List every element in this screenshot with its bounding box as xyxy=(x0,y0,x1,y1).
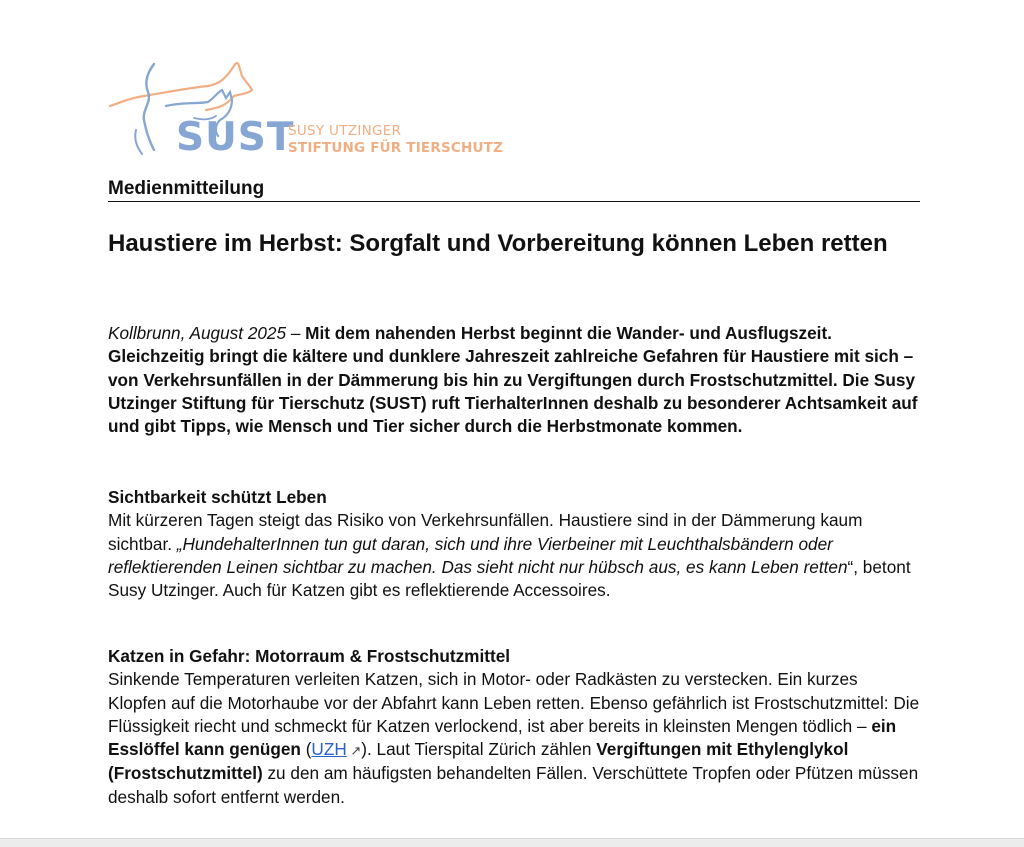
section-body xyxy=(108,509,920,602)
uzh-link[interactable]: UZH xyxy=(311,739,347,760)
external-link-icon: ↗ xyxy=(346,743,362,759)
logo-wordmark: SUST xyxy=(176,115,295,160)
logo-subtitle-name: SUSY UTZINGER xyxy=(288,123,402,139)
lead-paragraph xyxy=(108,322,918,438)
body-text: Sinkende Temperaturen verleiten Katzen, sich in Motor- oder Radkästen zu verstecken. Ein kurzes Klopfen auf die Motorhaube vor der Abfahrt kann Leben retten. Ebenso gefährlich ist Frostschutzmittel: Die Flüssigkeit riecht und schmeckt für Katzen verlockend, ist aber bereits in kleinsten Mengen tödlich – xyxy=(108,669,920,736)
section-label: Medienmitteilung xyxy=(108,177,920,202)
body-text: Mit kürzeren Tagen steigt das Risiko von Verkehrsunfällen. Haustiere sind in der Dämmerung kaum sichtbar. xyxy=(108,510,863,554)
body-text: “, betont Susy Utzinger. Auch für Katzen gibt es reflektierende Accessoires. xyxy=(108,556,911,601)
lead-text: Mit dem nahenden Herbst beginnt die Wander- und Ausflugszeit. Gleichzeitig bringt die kältere und dunklere Jahreszeit zahlreiche Gefahren für Haustiere mit sich – von Verkehrsunfällen in der Dämmerung bis hin zu Vergiftungen durch Frostschutzmittel. Die Susy Utzinger Stiftung für Tierschutz (SUST) ruft TierhalterInnen deshalb zu besonderer Achtsamkeit auf und gibt Tipps, wie Mensch und Tier sicher durch die Herbstmonate kommen. xyxy=(108,323,918,437)
section-visibility xyxy=(108,486,920,602)
sust-logo xyxy=(108,58,508,163)
dateline-dash: – xyxy=(286,323,306,343)
section-heading: Sichtbarkeit schützt Leben xyxy=(108,487,327,507)
section-cats xyxy=(108,645,920,809)
headline: Haustiere im Herbst: Sorgfalt und Vorbereitung können Leben retten xyxy=(108,230,888,257)
body-text: ). Laut Tierspital Zürich zählen xyxy=(361,739,597,760)
bold-text: ein Esslöffel kann genügen xyxy=(108,715,897,760)
body-text: ( xyxy=(300,739,312,760)
logo-subtitle-foundation: STIFTUNG FÜR TIERSCHUTZ xyxy=(288,140,504,156)
dateline: Kollbrunn, August 2025 xyxy=(108,323,287,343)
section-heading: Katzen in Gefahr: Motorraum & Frostschutzmittel xyxy=(108,646,511,666)
quote-text: „HundehalterInnen tun gut daran, sich und ihre Vierbeiner mit Leuchthalsbändern oder reflektierenden Leinen sichtbar zu machen. Das sieht nicht nur hübsch aus, es kann Leben retten xyxy=(108,533,848,577)
body-text: zu den am häufigsten behandelten Fällen. Verschüttete Tropfen oder Pfützen müssen deshalb sofort entfernt werden. xyxy=(108,763,919,807)
section-body xyxy=(108,668,920,809)
bold-text: Vergiftungen mit Ethylenglykol (Frostschutzmittel) xyxy=(108,739,849,784)
